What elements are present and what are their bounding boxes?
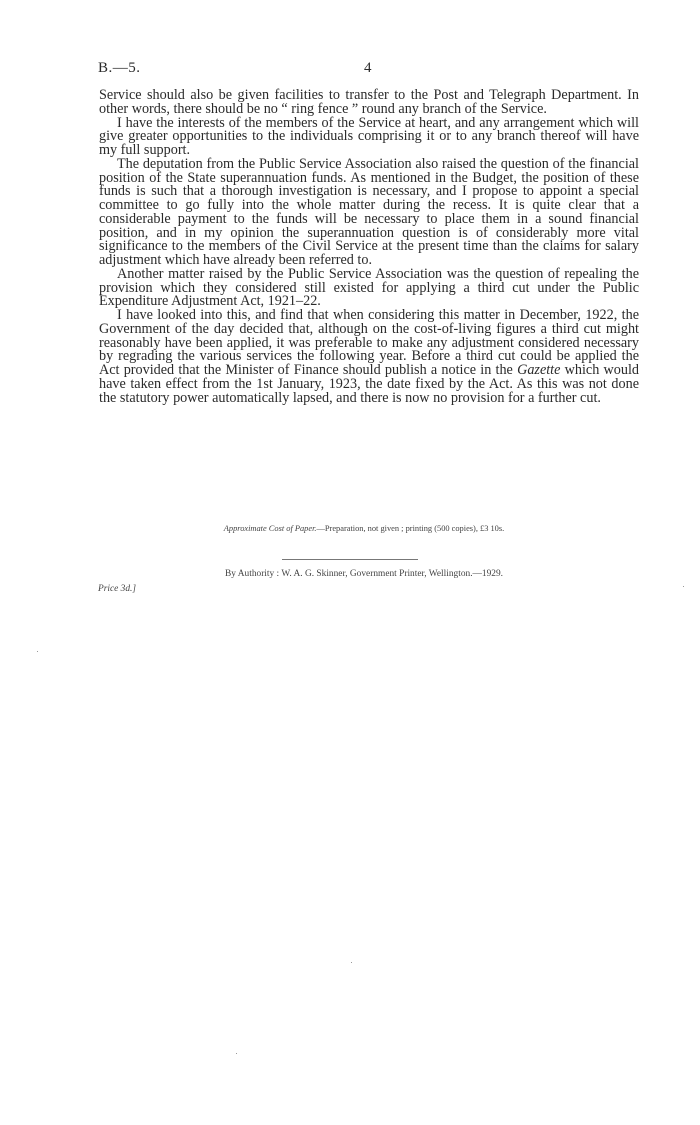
page-number: 4 bbox=[364, 60, 372, 76]
paragraph-3: The deputation from the Public Service Association also raised the question of the financial position of the State superannuation funds. As mentioned in the Budget, the position of these funds is such that a thorough investigation is necessary, and I propose to appoint a special committee to go fully into the whole matter during the recess. It is quite clear that a considerable payment to the funds will be necessary to place them in a sound financial position, and in my opinion the superannuation question is of considerably more vital significance to the members of the Civil Service at the present time than the claims for salary adjustment which have already been referred to. bbox=[99, 155, 639, 268]
body-text bbox=[99, 89, 639, 405]
paragraph-2: I have the interests of the members of the Service at heart, and any arrangement which will give greater opportunities to the individuals comprising it or to any branch thereof will have my full support. bbox=[99, 114, 639, 158]
scan-speck bbox=[236, 1053, 237, 1054]
scan-speck bbox=[683, 586, 684, 587]
cost-text: —Preparation, not given ; printing (500 copies), £3 10s. bbox=[316, 524, 505, 533]
page-header bbox=[98, 60, 638, 80]
footer-rule bbox=[282, 559, 418, 560]
cost-of-paper-note bbox=[0, 524, 700, 533]
paragraph-1: Service should also be given facilities to transfer to the Post and Telegraph Department. In other words, there should be no “ ring fence ” round any branch of the Service. bbox=[99, 87, 639, 117]
scan-speck bbox=[37, 651, 38, 652]
imprint-suffix: Government Printer, Wellington.—1929. bbox=[349, 569, 504, 579]
cost-label: Approximate Cost of Paper. bbox=[223, 524, 317, 533]
imprint-prefix: By Authority : bbox=[224, 569, 280, 579]
paragraph-5-part-1: I have looked into this, and find that when considering this matter in December, 1922, the Government of the day decided that, although on the cost-of-living figures a third cut might reasonably have been applied, it was preferable to make any adjustment considered necessary by regrading the various services the following year. Before a third cut could be applied the Act provided that the Minister of Finance should publish a notice in the bbox=[99, 307, 639, 378]
document-reference: B.—5. bbox=[98, 60, 141, 76]
price: Price 3d.] bbox=[98, 584, 137, 594]
scan-speck bbox=[351, 962, 352, 963]
paragraph-5 bbox=[99, 309, 639, 405]
gazette-italic: Gazette bbox=[517, 362, 561, 378]
paragraph-5-part-2: which would have taken effect from the 1st January, 1923, the date fixed by the Act. As this was not done the statutory power automatically lapsed, and there is now no provision for a further cut. bbox=[99, 362, 639, 406]
imprint-name: W. A. G. Skinner, bbox=[281, 569, 348, 579]
paragraph-4: Another matter raised by the Public Service Association was the question of repealing the provision which they considered still existed for applying a third cut under the Public Expenditure Adjustment Act, 1921–22. bbox=[99, 265, 639, 310]
printer-imprint bbox=[0, 569, 700, 579]
